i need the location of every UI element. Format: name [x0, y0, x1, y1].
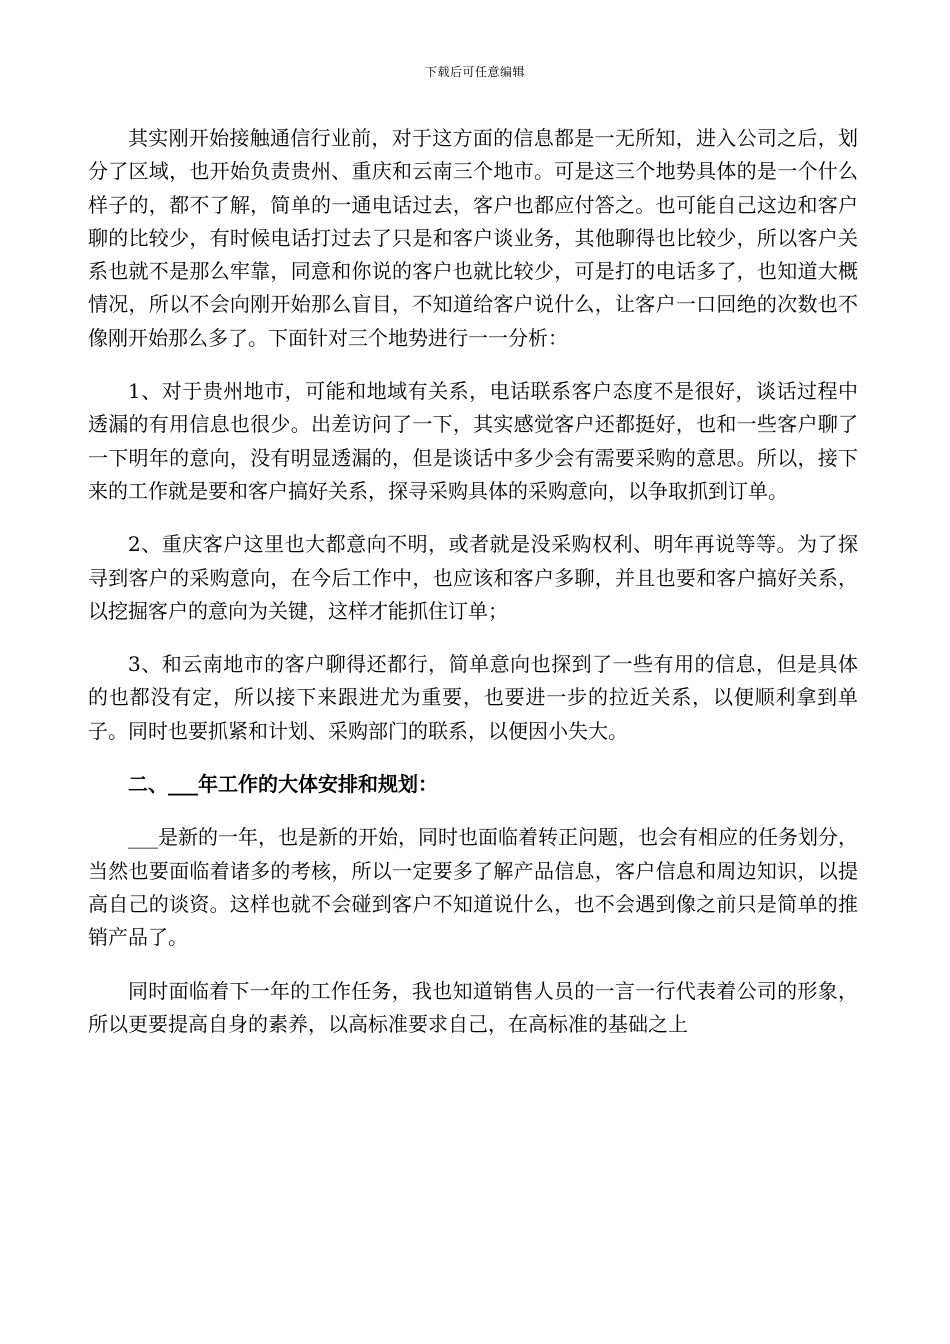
page-header-note: 下载后可任意编辑 — [424, 65, 525, 79]
document-body — [88, 122, 858, 1061]
paragraph-guizhou: 1、对于贵州地市，可能和地域有关系，电话联系客户态度不是很好，谈话过程中透漏的有用信息也很少。出差访问了一下，其实感觉客户还都挺好，也和一些客户聊了一下明年的意向，没有明显透漏的，但是谈话中多少会有需要采购的意思。所以，接下来的工作就是要和客户搞好关系，探寻采购具体的采购意向，以争取抓到订单。 — [88, 379, 858, 503]
paragraph-new-year: ___是新的一年，也是新的开始，同时也面临着转正问题，也会有相应的任务划分，当然也要面临着诸多的考核，所以一定要多了解产品信息，客户信息和周边知识，以提高自己的谈资。这样也就不会碰到客户不知道说什么，也不会遇到像之前只是简单的推销产品了。 — [88, 825, 858, 950]
section-heading-plan: 二、___年工作的大体安排和规划： — [128, 772, 438, 797]
paragraph-intro: 其实刚开始接触通信行业前，对于这方面的信息都是一无所知，进入公司之后，划分了区域，也开始负责贵州、重庆和云南三个地市。可是这三个地势具体的是一个什么样子的，都不了解，简单的一通电话过去，客户也都应付答之。也可能自己这边和客户聊的比较少，有时候电话打过去了只是和客户谈业务，其他聊得也比较少，所以客户关系也就不是那么牢靠，同意和你说的客户也就比较少，可是打的电话多了，也知道大概情况，所以不会向刚开始那么盲目，不知道给客户说什么，让客户一口回绝的次数也不像刚开始那么多了。下面针对三个地势进行一一分析： — [88, 126, 858, 350]
paragraph-yunnan: 3、和云南地市的客户聊得还都行，简单意向也探到了一些有用的信息，但是具体的也都没有定，所以接下来跟进尤为重要，也要进一步的拉近关系，以便顺利拿到单子。同时也要抓紧和计划、采购部门的联系，以便因小失大。 — [88, 652, 858, 743]
paragraph-next-tasks: 同时面临着下一年的工作任务，我也知道销售人员的一言一行代表着公司的形象，所以更要提高自身的素养，以高标准要求自己，在高标准的基础之上 — [88, 978, 858, 1036]
paragraph-chongqing: 2、重庆客户这里也大都意向不明，或者就是没采购权利、明年再说等等。为了探寻到客户的采购意向，在今后工作中，也应该和客户多聊，并且也要和客户搞好关系，以挖掘客户的意向为关键，这样才能抓住订单； — [88, 532, 858, 623]
